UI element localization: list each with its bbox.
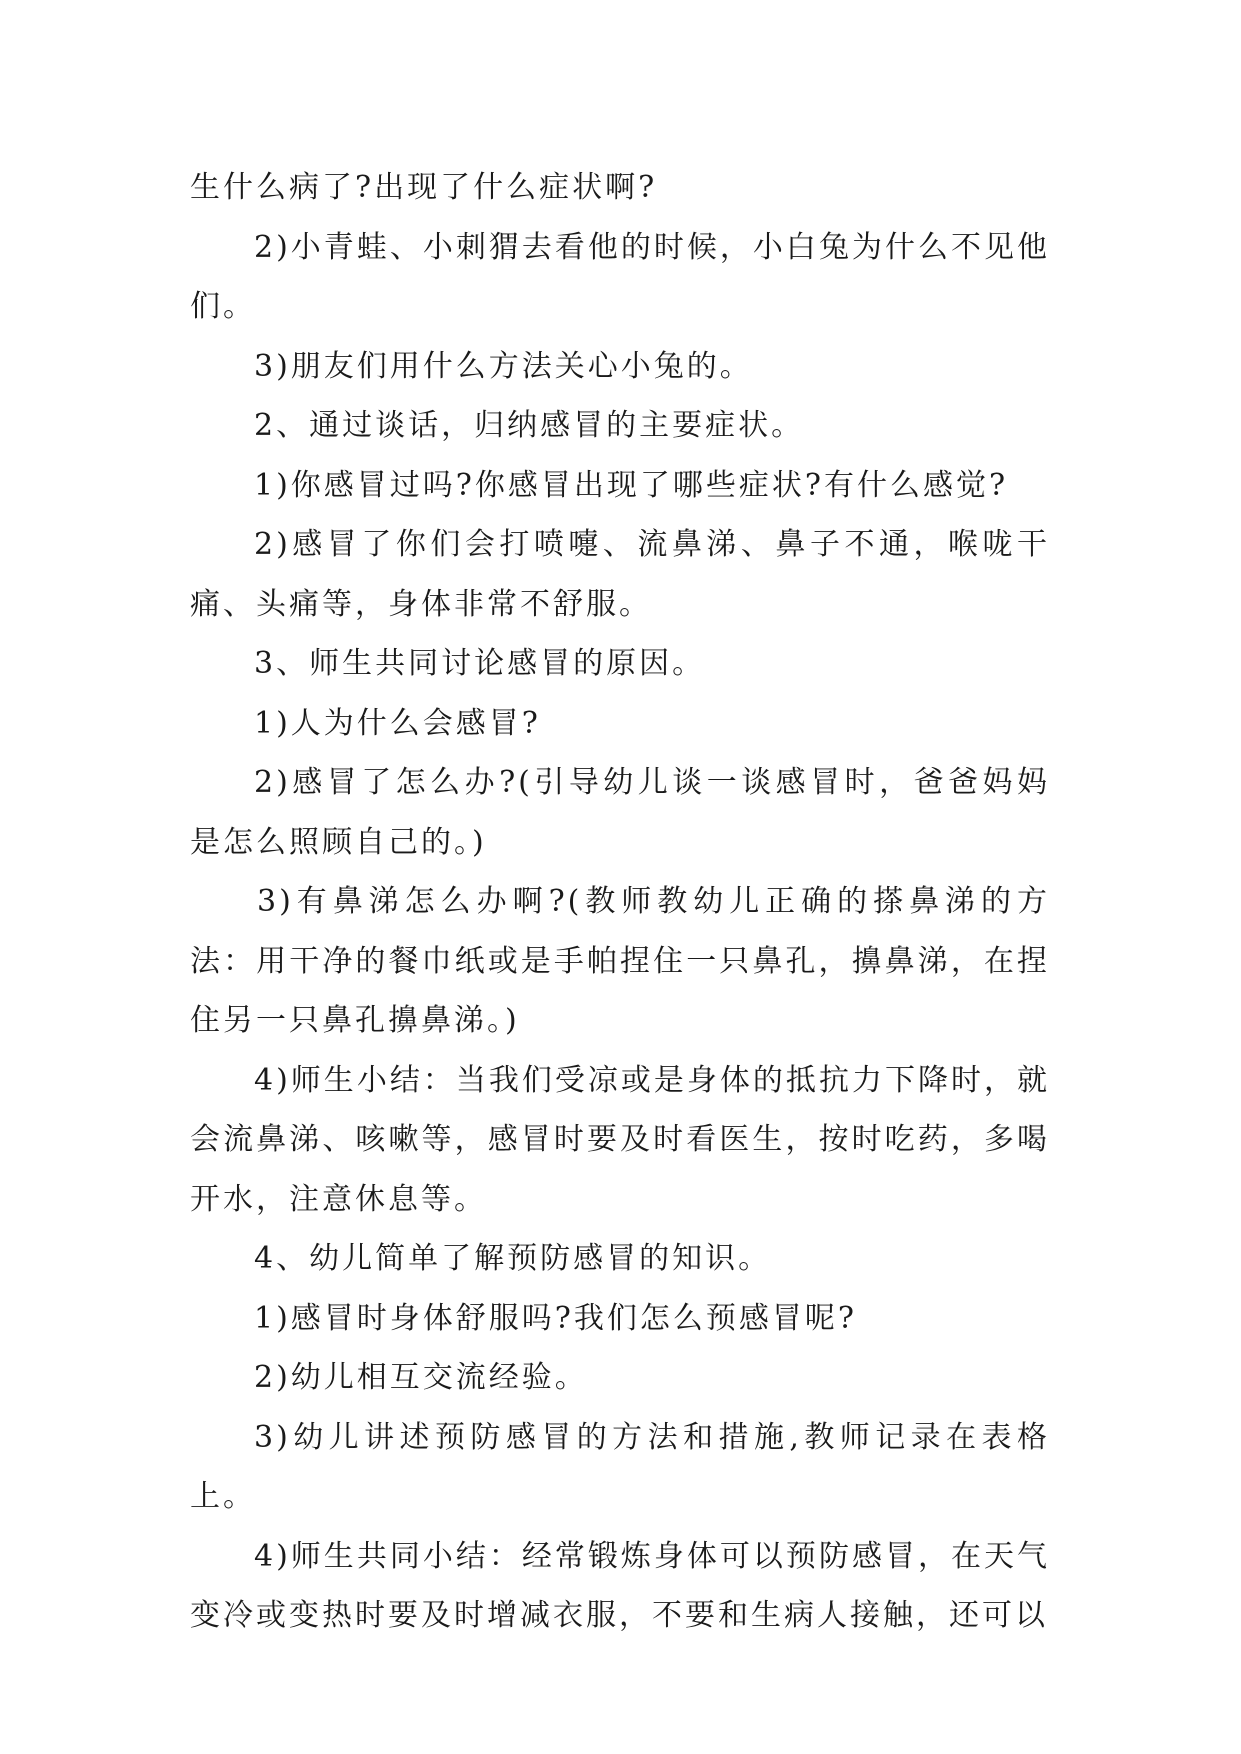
- paragraph: 1)感冒时身体舒服吗?我们怎么预感冒呢?: [254, 1300, 857, 1336]
- paragraph: 2)感冒了怎么办?(引导幼儿谈一谈感冒时，爸爸妈妈是怎么照顾自己的。): [190, 765, 1050, 860]
- section-heading: 2、通过谈话，归纳感冒的主要症状。: [254, 408, 805, 443]
- paragraph: 3)有鼻涕怎么办啊?(教师教幼儿正确的搽鼻涕的方法：用干净的餐巾纸或是手帕捏住一只鼻孔，擤鼻涕，在捏住另一只鼻孔擤鼻涕。): [190, 884, 1050, 1038]
- section-heading: 3、师生共同讨论感冒的原因。: [254, 646, 706, 681]
- document-body: [190, 158, 1050, 1646]
- paragraph: 2)幼儿相互交流经验。: [254, 1360, 588, 1395]
- paragraph: 4)师生共同小结：经常锻炼身体可以预防感冒，在天气变冷或变热时要及时增减衣服，不要和生病人接触，还可以: [190, 1538, 1050, 1633]
- paragraph: 3)幼儿讲述预防感冒的方法和措施,教师记录在表格上。: [190, 1419, 1050, 1514]
- paragraph: 3)朋友们用什么方法关心小兔的。: [254, 348, 753, 384]
- paragraph: 2)小青蛙、小刺猬去看他的时候，小白兔为什么不见他们。: [190, 229, 1050, 324]
- paragraph-continuation: 生什么病了?出现了什么症状啊?: [190, 170, 658, 205]
- paragraph: 1)你感冒过吗?你感冒出现了哪些症状?有什么感觉?: [254, 467, 1009, 503]
- paragraph: 1)人为什么会感冒?: [254, 705, 541, 741]
- paragraph: 2)感冒了你们会打喷嚏、流鼻涕、鼻子不通，喉咙干痛、头痛等，身体非常不舒服。: [190, 527, 1050, 622]
- section-heading: 4、幼儿简单了解预防感冒的知识。: [254, 1241, 772, 1276]
- paragraph: 4)师生小结：当我们受凉或是身体的抵抗力下降时，就会流鼻涕、咳嗽等，感冒时要及时看医生，按时吃药，多喝开水，注意休息等。: [190, 1062, 1050, 1217]
